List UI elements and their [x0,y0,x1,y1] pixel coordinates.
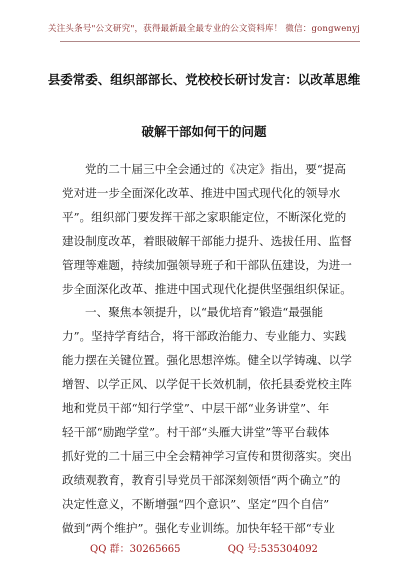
body-line: 决定性意义，不断增强“四个意识”、坚定“四个自信” [62,496,330,511]
document-title-line-1: 县委常委、组织部部长、党校校长研讨发言：以改革思维 [47,72,361,87]
header-promo-note: 关注头条号"公文研究"，获得最新最全最专业的公文资料库！ 微信：gongwenyj [48,24,360,34]
body-line: 抓好党的二十届三中全会精神学习宣传和贯彻落实。突出 [62,448,352,463]
body-line: 一、聚焦本领提升，以“最优培育”锻造“最强能 [85,305,324,320]
footer-qq-number: QQ 号:535304092 [227,544,318,555]
body-line: 党的二十届三中全会通过的《决定》指出，要“提高 [85,162,346,176]
body-line: 党对进一步全面深化改革、推进中国式现代化的领导水 [62,185,341,200]
body-line: 做到“两个维护”。强化专业训练。加快年轻干部“专业 [62,520,335,535]
body-line: 建设制度改革，着眼破解干部能力提升、选拔任用、监督 [62,233,352,248]
body-line: 力”。坚持学育结合，将干部政治能力、专业能力、实践 [62,329,347,344]
body-line: 管理等难题，持续加强领导班子和干部队伍建设，为进一 [62,257,352,272]
body-line: 能力摆在关键位置。强化思想淬炼。健全以学铸魂、以学 [62,353,352,368]
body-line: 政绩观教育，教育引导党员干部深刻领悟“两个确立”的 [62,472,341,487]
body-line: 地和党员干部“知行学堂”、中层干部“业务讲堂”、年 [62,401,330,416]
footer-contact [0,540,408,555]
body-line: 平”。组织部门要发挥干部之家职能定位，不断深化党的 [62,209,347,224]
body-line: 步全面深化改革、推进中国式现代化提供坚强组织保证。 [62,281,352,296]
body-line: 增智、以学正风、以学促干长效机制，依托县委党校主阵 [62,377,352,392]
footer-qq-group: QQ 群：30265665 [90,544,181,555]
document-title-line-2: 破解干部如何干的问题 [141,124,267,139]
header-divider [60,41,360,42]
body-line: 轻干部“励跑学堂”。村干部“头雁大讲堂”等平台载体 [62,424,330,439]
body-text [62,158,355,541]
